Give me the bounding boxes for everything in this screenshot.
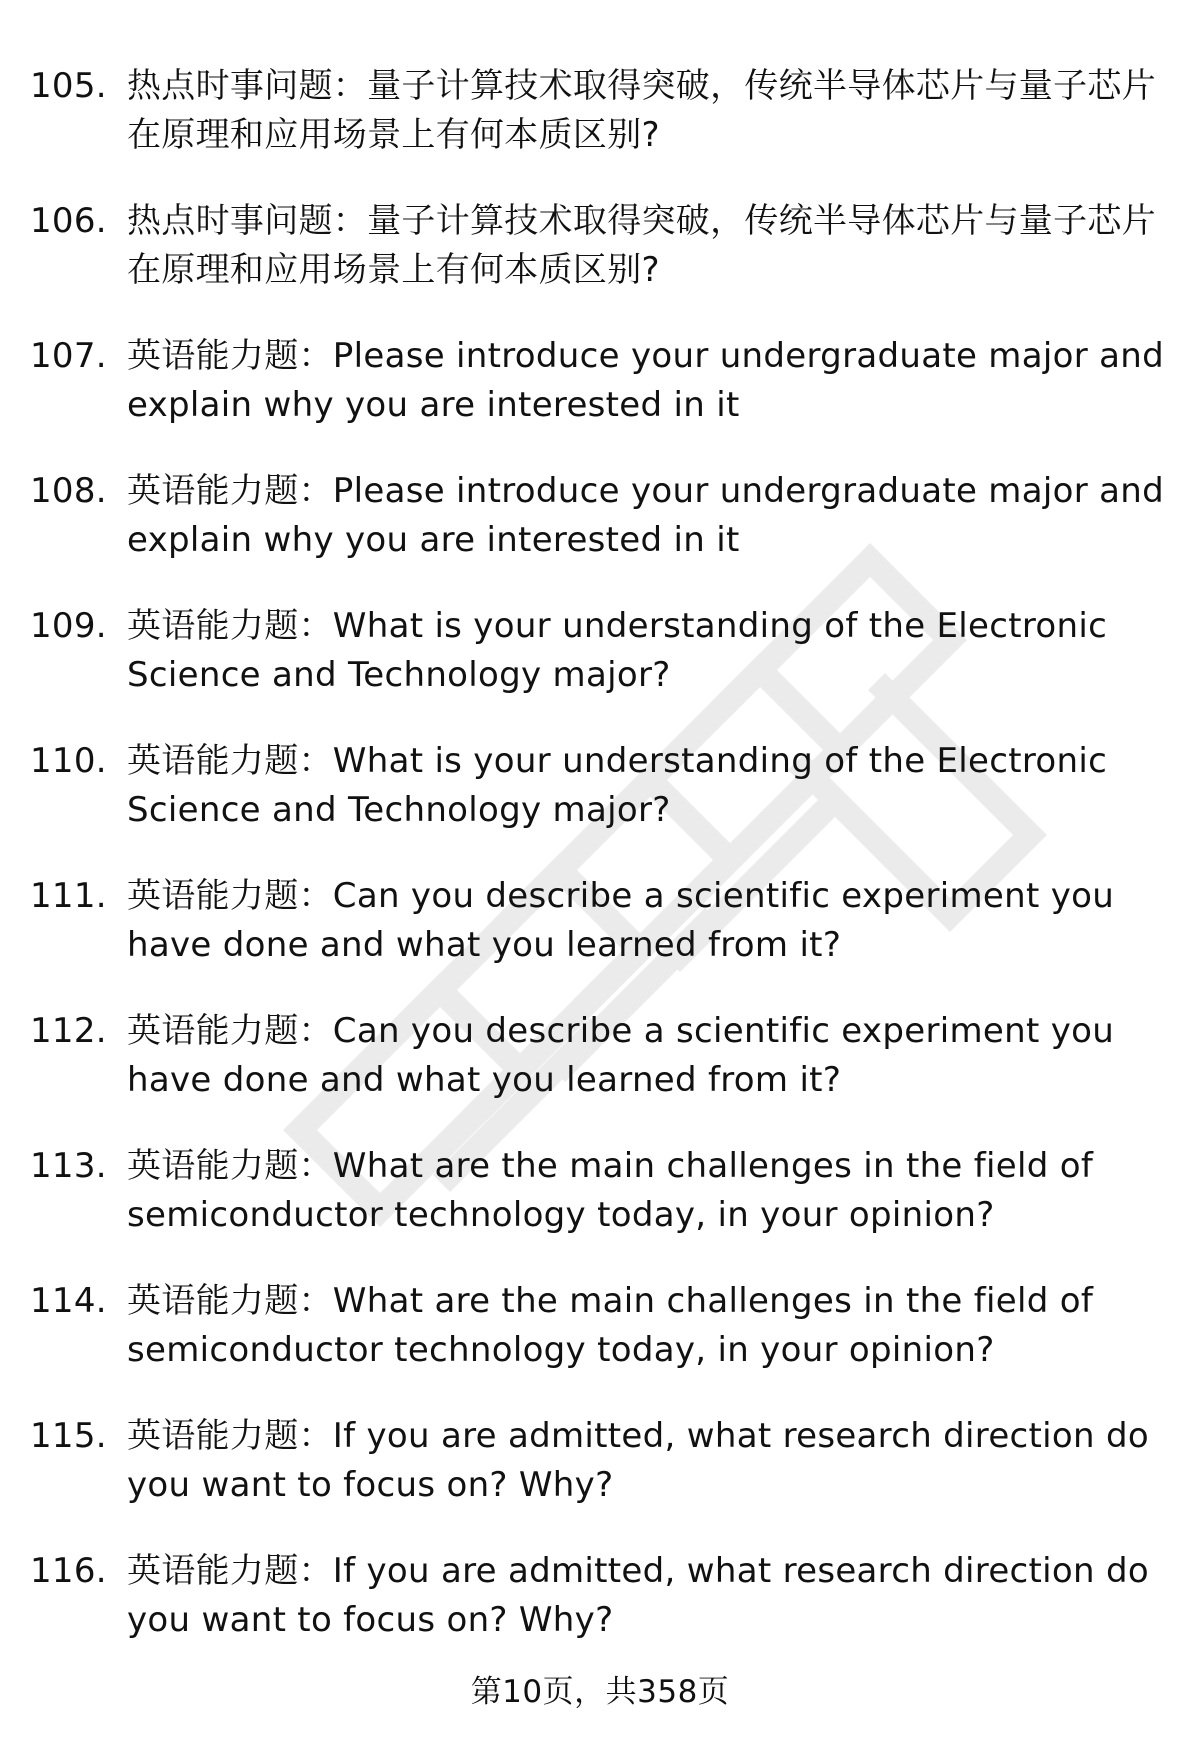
question-item xyxy=(30,872,1170,970)
question-list xyxy=(30,62,1170,1682)
question-item xyxy=(30,1547,1170,1645)
question-text: 英语能力题：If you are admitted, what research direction do you want to focus on? Why? xyxy=(127,1551,1149,1640)
question-number: 110. xyxy=(30,741,107,781)
question-number: 109. xyxy=(30,606,107,646)
question-text: 英语能力题：What is your understanding of the Electronic Science and Technology major? xyxy=(127,606,1108,695)
question-text: 英语能力题：Can you describe a scientific experiment you have done and what you learned from it? xyxy=(127,876,1115,965)
question-number: 111. xyxy=(30,876,107,916)
question-text: 英语能力题：What are the main challenges in the field of semiconductor technology today, in your opinion? xyxy=(127,1281,1094,1370)
question-text: 英语能力题：Can you describe a scientific experiment you have done and what you learned from it? xyxy=(127,1011,1115,1100)
question-item xyxy=(30,1007,1170,1105)
question-text: 英语能力题：Please introduce your undergraduate major and explain why you are interested in it xyxy=(127,336,1164,425)
question-number: 113. xyxy=(30,1146,107,1186)
question-text: 英语能力题：If you are admitted, what research direction do you want to focus on? Why? xyxy=(127,1416,1149,1505)
question-item xyxy=(30,1277,1170,1375)
page-footer xyxy=(0,1672,1200,1712)
question-item xyxy=(30,1412,1170,1510)
question-number: 105. xyxy=(30,66,107,106)
question-number: 112. xyxy=(30,1011,107,1051)
question-number: 114. xyxy=(30,1281,107,1321)
question-item xyxy=(30,332,1170,430)
question-text: 英语能力题：What is your understanding of the Electronic Science and Technology major? xyxy=(127,741,1108,830)
question-item xyxy=(30,467,1170,565)
question-number: 116. xyxy=(30,1551,107,1591)
question-item xyxy=(30,602,1170,700)
question-text: 英语能力题：What are the main challenges in the field of semiconductor technology today, in your opinion? xyxy=(127,1146,1094,1235)
question-text: 热点时事问题：量子计算技术取得突破，传统半导体芯片与量子芯片在原理和应用场景上有何本质区别? xyxy=(127,201,1156,290)
question-item xyxy=(30,62,1170,160)
question-item xyxy=(30,737,1170,835)
question-item xyxy=(30,1142,1170,1240)
question-item xyxy=(30,197,1170,295)
question-number: 108. xyxy=(30,471,107,511)
page-number-label: 第10页，共358页 xyxy=(470,1674,730,1710)
question-number: 115. xyxy=(30,1416,107,1456)
question-number: 107. xyxy=(30,336,107,376)
question-text: 热点时事问题：量子计算技术取得突破，传统半导体芯片与量子芯片在原理和应用场景上有何本质区别? xyxy=(127,66,1156,155)
question-text: 英语能力题：Please introduce your undergraduate major and explain why you are interested in it xyxy=(127,471,1164,560)
question-number: 106. xyxy=(30,201,107,241)
